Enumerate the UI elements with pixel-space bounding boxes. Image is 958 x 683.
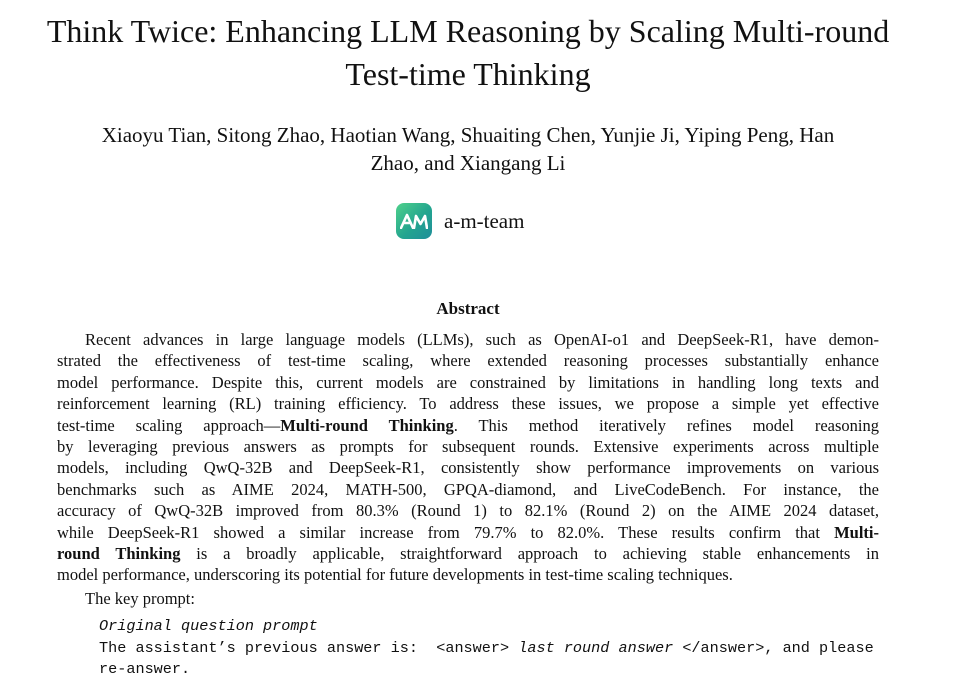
authors-line-1: Xiaoyu Tian, Sitong Zhao, Haotian Wang, Shuaiting Chen, Yunjie Ji, Yiping Peng, Han <box>101 123 835 147</box>
abstract-text: is a broadly applicable, straightforward approach to achieving stable enhancements in <box>180 544 879 564</box>
team-name: a-m-team <box>444 209 525 233</box>
abstract-text: test-time scaling approach— <box>57 415 281 435</box>
abstract-line <box>57 415 879 436</box>
method-name-bold: round Thinking <box>57 544 181 564</box>
prompt-text: The assistant’s previous answer is: <answer> <box>99 638 519 657</box>
abstract-line: strated the effectiveness of test-time scaling, where extended reasoning processes substantially enhance <box>57 351 879 371</box>
original-question-placeholder: Original question prompt <box>99 617 318 635</box>
authors-line-2: Zhao, and Xiangang Li <box>370 151 566 175</box>
abstract-line: model performance. Despite this, current models are constrained by limitations in handling long texts and <box>57 372 879 392</box>
am-logo-icon <box>400 213 428 229</box>
paper-title <box>0 10 936 96</box>
abstract-line: model performance, underscoring its potential for future developments in test-time scaling techniques. <box>57 565 733 585</box>
author-list <box>0 121 936 177</box>
prompt-text: </answer>, and please <box>673 638 874 657</box>
team-affiliation <box>396 203 524 239</box>
abstract-line: models, including QwQ-32B and DeepSeek-R1, consistently show performance improvements on various <box>57 458 879 478</box>
abstract-line: by leveraging previous answers as prompts for subsequent rounds. Extensive experiments across multiple <box>57 437 879 457</box>
last-answer-placeholder: last round answer <box>518 638 674 657</box>
abstract-line: reinforcement learning (RL) training efficiency. To address these issues, we propose a simple yet effective <box>57 394 879 414</box>
title-line-1: Think Twice: Enhancing LLM Reasoning by Scaling Multi-round <box>46 13 890 49</box>
abstract-line: Recent advances in large language models (LLMs), such as OpenAI-o1 and DeepSeek-R1, have demon- <box>85 330 879 349</box>
abstract-text: . This method iteratively refines model reasoning <box>453 415 880 435</box>
abstract-line <box>57 522 879 543</box>
key-prompt-label: The key prompt: <box>85 589 195 608</box>
title-line-2: Test-time Thinking <box>345 56 591 92</box>
key-prompt-block <box>99 616 899 681</box>
abstract-line: benchmarks such as AIME 2024, MATH-500, GPQA-diamond, and LiveCodeBench. For instance, the <box>57 479 879 499</box>
prompt-line-3: re-answer. <box>99 660 191 678</box>
team-logo <box>396 203 432 239</box>
abstract-line: accuracy of QwQ-32B improved from 80.3% (Round 1) to 82.1% (Round 2) on the AIME 2024 dataset, <box>57 501 879 521</box>
prompt-line-1 <box>99 616 899 638</box>
method-name-bold: Multi-round Thinking <box>280 415 454 435</box>
abstract-text: while DeepSeek-R1 showed a similar increase from 79.7% to 82.0%. These results confirm that <box>57 522 835 542</box>
prompt-line-2 <box>99 638 899 660</box>
abstract-body <box>57 329 879 586</box>
abstract-heading: Abstract <box>436 299 500 318</box>
method-name-bold: Multi- <box>834 522 879 542</box>
abstract-line <box>57 543 879 564</box>
